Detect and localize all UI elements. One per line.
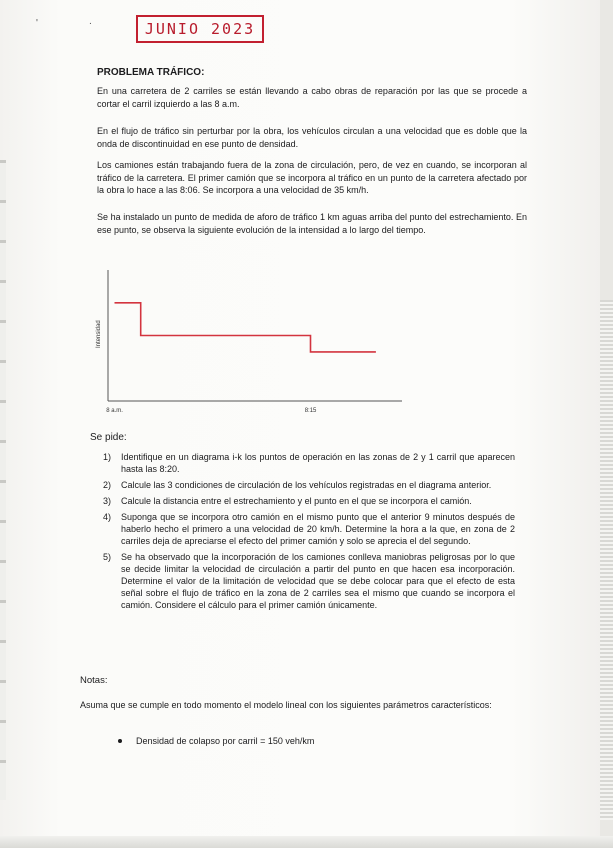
question-3: [103, 495, 515, 507]
question-number: 5): [103, 552, 112, 562]
question-number: 3): [103, 496, 112, 506]
corner-marks: ' ·: [36, 18, 117, 29]
page-left-edge: [0, 160, 6, 800]
question-number: 1): [103, 452, 112, 462]
question-text: Suponga que se incorpora otro camión en el mismo punto que el anterior 9 minutos después de haberlo hecho el primero a una velocidad de 20 km/h. Determine la hora a la que, en zona de 2 carriles deja de apreciarse el efecto del primer camión y solo se aprecia el del segundo.: [121, 512, 515, 546]
question-number: 4): [103, 512, 112, 522]
question-text: Calcule la distancia entre el estrechamiento y el punto en el que se incorpora el camión.: [121, 496, 472, 506]
intensity-series-line: [115, 303, 376, 352]
notes-paragraph: Asuma que se cumple en todo momento el modelo lineal con los siguientes parámetros característicos:: [80, 700, 492, 710]
y-axis-label: Intensidad: [96, 320, 102, 348]
question-text: Identifique en un diagrama i-k los puntos de operación en las zonas de 2 y 1 carril que aparecen hasta las 8:20.: [121, 452, 515, 474]
question-5: [103, 551, 515, 611]
paragraph-2: En el flujo de tráfico sin perturbar por la obra, los vehículos circulan a una velocidad que es doble que la onda de discontinuidad en ese punto de densidad.: [97, 126, 527, 149]
intensity-chart: [90, 260, 410, 420]
page-bottom-edge: [0, 836, 613, 848]
paragraph-3: Los camiones están trabajando fuera de la zona de circulación, pero, de vez en cuando, se incorporan al tráfico de la carretera. El primer camión que se incorpora al tráfico en un punto de la carretera afectado por la obra lo hace a las 8:06. Se incorpora a una velocidad de 35 km/h.: [97, 160, 527, 195]
questions-heading: Se pide:: [90, 432, 127, 443]
question-text: Se ha observado que la incorporación de los camiones conlleva maniobras peligrosas por lo que se decide limitar la velocidad de circulación a partir del punto en que hacen esa incorporación. Determine el valor de la limitación de velocidad que se debe colocar para que el efecto de esta señal sobre el flujo de tráfico en la zona de 2 carriles sea el mismo que cuando se incorpora el camión. Considere el cálculo para el primer camión únicamente.: [121, 552, 515, 610]
question-number: 2): [103, 480, 112, 490]
x-tick-label: 8 a.m.: [106, 408, 123, 414]
paragraph-4: Se ha instalado un punto de medida de aforo de tráfico 1 km aguas arriba del punto del estrechamiento. En ese punto, se observa la siguiente evolución de la intensidad a lo largo del tiempo.: [97, 212, 527, 235]
questions-list: [103, 451, 515, 615]
notes-bullet-1: [118, 736, 314, 746]
question-2: [103, 479, 515, 491]
date-stamp: JUNIO 2023: [136, 15, 264, 43]
question-1: [103, 451, 515, 475]
question-4: [103, 511, 515, 547]
paragraph-1: En una carretera de 2 carriles se están llevando a cabo obras de reparación por las que se procede a cortar el carril izquierdo a las 8 a.m.: [97, 86, 527, 109]
x-tick-label: 8:15: [304, 408, 317, 414]
question-text: Calcule las 3 condiciones de circulación de los vehículos registradas en el diagrama anterior.: [121, 480, 492, 490]
problem-title: PROBLEMA TRÁFICO:: [97, 67, 205, 78]
notes-heading: Notas:: [80, 675, 108, 686]
bullet-icon: [118, 739, 122, 743]
page-right-edge: [600, 300, 613, 820]
bullet-text: Densidad de colapso por carril = 150 veh/km: [136, 736, 315, 746]
